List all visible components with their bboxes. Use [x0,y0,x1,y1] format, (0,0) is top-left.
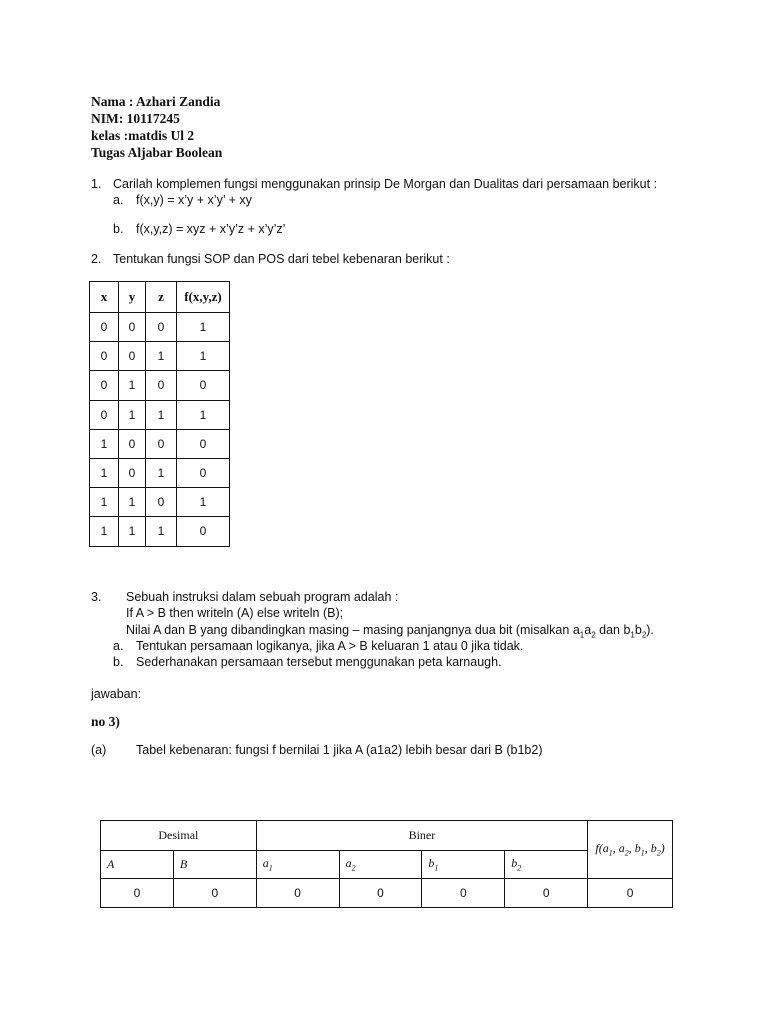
truth-table-header [90,282,230,313]
header-A: A [101,851,174,879]
header-desimal: Desimal [101,821,257,851]
sub: 1 [640,848,645,858]
cell: 0 [256,879,339,908]
answer-a-text: Tabel kebenaran: fungsi f bernilai 1 jika A (a1a2) lebih besar dari B (b1b2) [136,743,543,757]
sub: 2 [656,848,661,858]
b-letter: b [511,856,518,871]
sub: 1 [268,863,273,873]
sub: 2 [641,630,647,640]
q3-line3-mid: dan b [595,623,631,637]
header-a2 [339,851,422,879]
cell: 0 [505,879,588,908]
sub: 1 [630,630,635,640]
header-b1 [422,851,505,879]
sub: 1 [434,863,439,873]
table-row [90,488,230,517]
cell: 1 [90,458,119,487]
cell: 0 [119,342,146,371]
cell: 1 [146,342,177,371]
q1-number: 1. [91,177,102,191]
cell: 0 [146,429,177,458]
a-letter: a [262,856,269,871]
binary-truth-table [100,820,673,908]
header-a1 [256,851,339,879]
cell: 0 [339,879,422,908]
sub: 1 [608,848,613,858]
header-B: B [173,851,256,879]
cell: 0 [90,342,119,371]
cell: 1 [177,342,230,371]
answer-a-label: (a) [91,743,107,757]
table-row [90,371,230,400]
cell: 0 [119,458,146,487]
cell: 0 [177,371,230,400]
b-letter: b [428,856,435,871]
q3-line1: Sebuah instruksi dalam sebuah program adalah : [126,590,399,604]
cell: 0 [146,371,177,400]
q1-text: Carilah komplemen fungsi menggunakan prinsip De Morgan dan Dualitas dari persamaan berikut : [113,177,658,191]
answer-no3: no 3) [91,714,120,729]
q3-line3-pre: Nilai A dan B yang dibandingkan masing – masing panjangnya dua bit (misalkan a [126,623,580,637]
cell: 1 [119,400,146,429]
q3-b-label: b. [113,655,124,669]
cell: 0 [146,488,177,517]
student-nim: NIM: 10117245 [91,111,180,126]
cell: 1 [177,488,230,517]
cell: 0 [422,879,505,908]
sub: 2 [624,848,629,858]
q1-a-label: a. [113,193,124,207]
cell: 0 [90,400,119,429]
cell: 0 [177,458,230,487]
f-sep-b: , b [644,841,657,856]
table-row [90,313,230,342]
answer-label: jawaban: [91,687,142,701]
header-f: f(x,y,z) [177,282,230,313]
q3-number: 3. [91,590,102,604]
q1-b-label: b. [113,222,124,236]
q3-line2: If A > B then writeln (A) else writeln (B); [126,606,344,620]
cell: 1 [90,429,119,458]
header-z: z [146,282,177,313]
cell: 1 [119,488,146,517]
q1-a-formula: f(x,y) = x’y + x’y’ + xy [136,193,252,207]
cell: 0 [90,313,119,342]
q3-b-text: Sederhanakan persamaan tersebut menggunakan peta karnaugh. [136,655,502,669]
table-row [90,400,230,429]
cell: 1 [146,400,177,429]
cell: 1 [146,458,177,487]
table-row [90,342,230,371]
cell: 0 [119,313,146,342]
binary-table-header-1 [101,821,673,851]
header-y: y [119,282,146,313]
cell: 0 [90,371,119,400]
assignment-title: Tugas Aljabar Boolean [91,145,223,160]
f-end: ) [660,841,665,856]
sub: 2 [351,863,356,873]
q3-line3: Nilai A dan B yang dibandingkan masing – masing panjangnya dua bit (misalkan $a_1a_2$ dan $b_1b_2$). [126,623,654,640]
q3-line3-end: ). [646,623,654,637]
sub: 2 [591,630,596,640]
cell: 0 [173,879,256,908]
cell: 1 [146,517,177,546]
table-row [90,517,230,546]
header-x: x [90,282,119,313]
table-row [90,458,230,487]
cell: 0 [177,517,230,546]
q1-b-formula: f(x,y,z) = xyz + x’y’z + x’y’z’ [136,222,286,236]
a-letter: a [345,856,352,871]
student-class: kelas :matdis Ul 2 [91,128,195,143]
cell: 1 [119,517,146,546]
cell: 1 [90,517,119,546]
cell: 0 [146,313,177,342]
table-row [101,879,673,908]
truth-table [89,281,230,547]
q3-a-label: a. [113,639,124,653]
cell: 1 [177,400,230,429]
cell: 0 [119,429,146,458]
q2-text: Tentukan fungsi SOP dan POS dari tebel kebenaran berikut : [113,252,450,266]
cell: 0 [101,879,174,908]
f-sep-b: , b [628,841,641,856]
binary-table-header-2 [101,851,673,879]
header-biner: Biner [256,821,587,851]
table-row [90,429,230,458]
sub: 1 [579,630,585,640]
f-sep: , a [612,841,625,856]
q3-a-text: Tentukan persamaan logikanya, jika A > B keluaran 1 atau 0 jika tidak. [136,639,524,653]
sub: 2 [517,863,522,873]
header-b2 [505,851,588,879]
q2-number: 2. [91,252,102,266]
cell: 0 [177,429,230,458]
student-name: Nama : Azhari Zandia [91,94,221,109]
cell: 0 [588,879,673,908]
cell: 1 [90,488,119,517]
f-pre: f(a [595,841,609,856]
cell: 1 [119,371,146,400]
cell: 1 [177,313,230,342]
header-function [588,821,673,879]
